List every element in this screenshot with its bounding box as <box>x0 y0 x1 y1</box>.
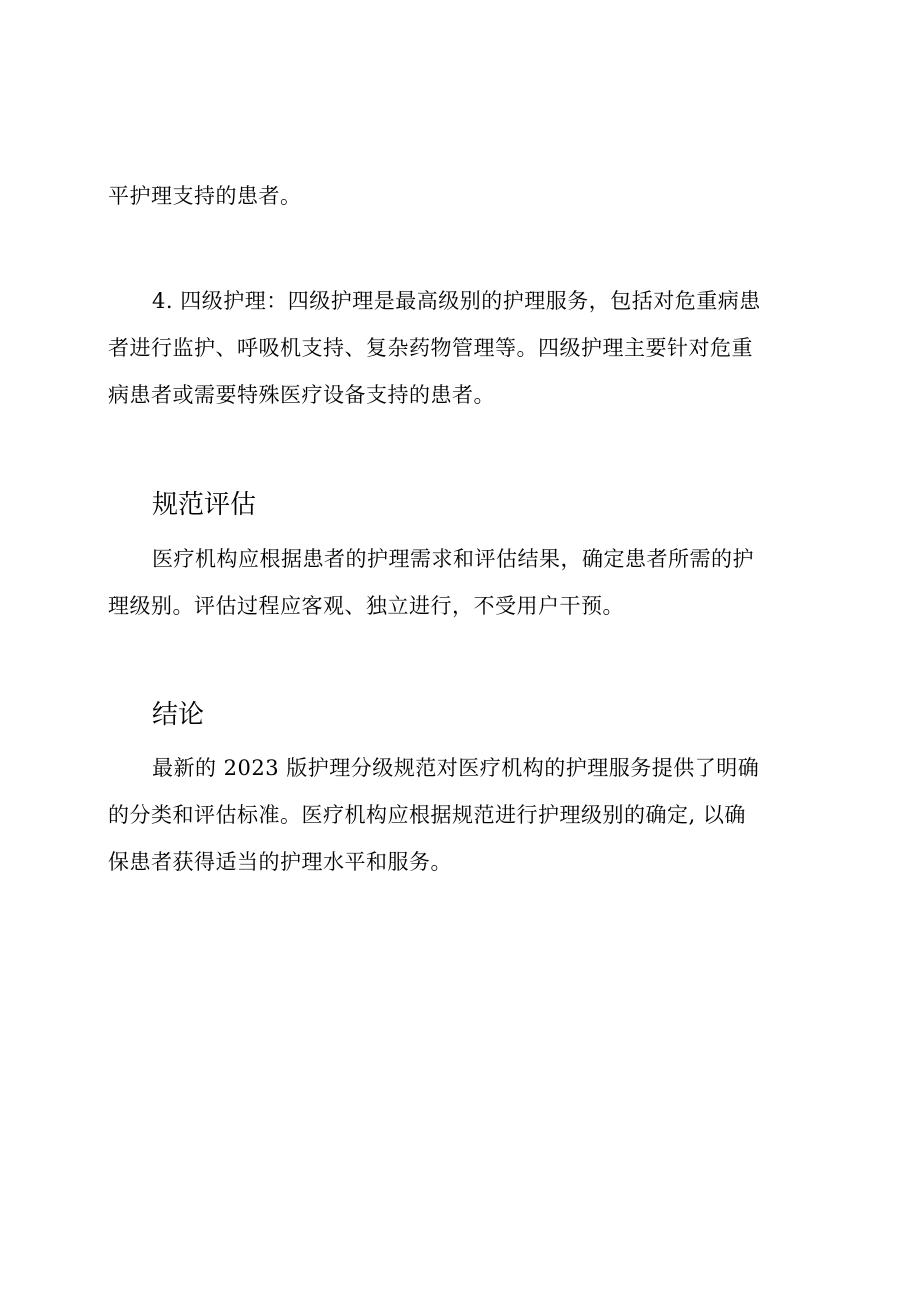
continuation-line-1: 平护理支持的患者。 <box>108 184 302 208</box>
section-heading-assessment: 规范评估 <box>152 490 257 520</box>
level4-line-3: 病患者或需要特殊医疗设备支持的患者。 <box>108 383 495 407</box>
assessment-line-1: 医疗机构应根据患者的护理需求和评估结果，确定患者所需的护 <box>152 547 754 571</box>
conclusion-line-1: 最新的 2023 版护理分级规范对医疗机构的护理服务提供了明确 <box>152 756 760 780</box>
conclusion-line-2: 的分类和评估标准。医疗机构应根据规范进行护理级别的确定, 以确 <box>108 803 746 827</box>
level4-line-2: 者进行监护、呼吸机支持、复杂药物管理等。四级护理主要针对危重 <box>108 336 753 360</box>
assessment-line-2: 理级别。评估过程应客观、独立进行，不受用户干预。 <box>108 594 624 618</box>
section-heading-conclusion: 结论 <box>152 700 205 730</box>
level4-line-1: 4. 四级护理：四级护理是最高级别的护理服务，包括对危重病患 <box>152 289 761 313</box>
conclusion-line-3: 保患者获得适当的护理水平和服务。 <box>108 850 452 874</box>
